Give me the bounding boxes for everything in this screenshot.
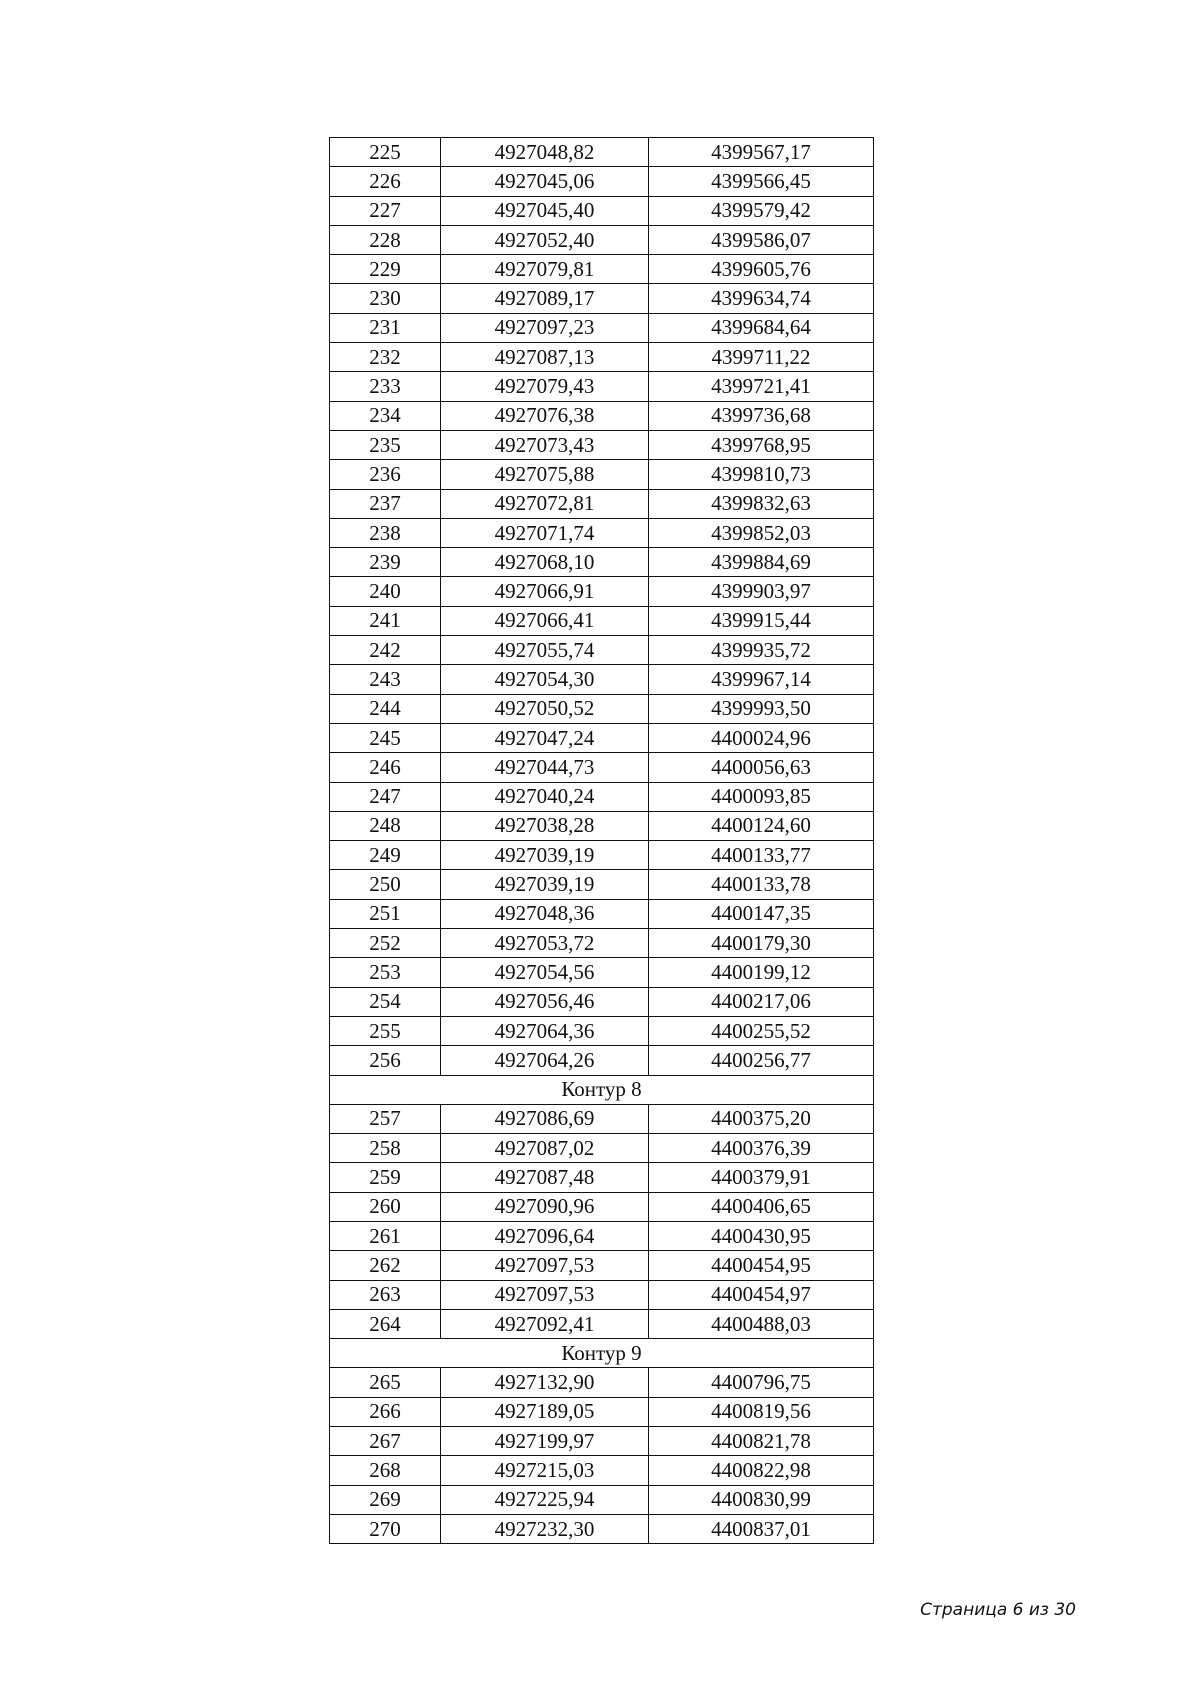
x-coordinate-cell: 4927071,74 bbox=[441, 518, 649, 547]
table-row bbox=[330, 694, 874, 723]
y-coordinate-cell: 4399967,14 bbox=[649, 665, 874, 694]
table-row bbox=[330, 636, 874, 665]
point-number-cell: 239 bbox=[330, 548, 441, 577]
y-coordinate-cell: 4399634,74 bbox=[649, 284, 874, 313]
point-number-cell: 264 bbox=[330, 1309, 441, 1338]
table-row bbox=[330, 1427, 874, 1456]
point-number-cell: 248 bbox=[330, 811, 441, 840]
point-number-cell: 254 bbox=[330, 987, 441, 1016]
y-coordinate-cell: 4399993,50 bbox=[649, 694, 874, 723]
table-row bbox=[330, 430, 874, 459]
table-row bbox=[330, 606, 874, 635]
y-coordinate-cell: 4399567,17 bbox=[649, 138, 874, 167]
point-number-cell: 259 bbox=[330, 1163, 441, 1192]
table-row bbox=[330, 196, 874, 225]
table-row bbox=[330, 1221, 874, 1250]
point-number-cell: 267 bbox=[330, 1427, 441, 1456]
point-number-cell: 270 bbox=[330, 1514, 441, 1543]
y-coordinate-cell: 4399903,97 bbox=[649, 577, 874, 606]
y-coordinate-cell: 4399736,68 bbox=[649, 401, 874, 430]
y-coordinate-cell: 4400375,20 bbox=[649, 1104, 874, 1133]
y-coordinate-cell: 4400056,63 bbox=[649, 753, 874, 782]
x-coordinate-cell: 4927097,53 bbox=[441, 1251, 649, 1280]
y-coordinate-cell: 4400454,97 bbox=[649, 1280, 874, 1309]
point-number-cell: 246 bbox=[330, 753, 441, 782]
x-coordinate-cell: 4927072,81 bbox=[441, 489, 649, 518]
section-header-row bbox=[330, 1339, 874, 1368]
table-row bbox=[330, 489, 874, 518]
x-coordinate-cell: 4927048,36 bbox=[441, 899, 649, 928]
x-coordinate-cell: 4927045,40 bbox=[441, 196, 649, 225]
table-row bbox=[330, 1280, 874, 1309]
point-number-cell: 226 bbox=[330, 167, 441, 196]
x-coordinate-cell: 4927087,02 bbox=[441, 1134, 649, 1163]
table-row bbox=[330, 1368, 874, 1397]
point-number-cell: 265 bbox=[330, 1368, 441, 1397]
table-row bbox=[330, 1016, 874, 1045]
x-coordinate-cell: 4927054,56 bbox=[441, 958, 649, 987]
table-row bbox=[330, 255, 874, 284]
y-coordinate-cell: 4400837,01 bbox=[649, 1514, 874, 1543]
y-coordinate-cell: 4399935,72 bbox=[649, 636, 874, 665]
table-row bbox=[330, 1163, 874, 1192]
y-coordinate-cell: 4400454,95 bbox=[649, 1251, 874, 1280]
x-coordinate-cell: 4927076,38 bbox=[441, 401, 649, 430]
x-coordinate-cell: 4927087,48 bbox=[441, 1163, 649, 1192]
point-number-cell: 269 bbox=[330, 1485, 441, 1514]
table-row bbox=[330, 841, 874, 870]
x-coordinate-cell: 4927132,90 bbox=[441, 1368, 649, 1397]
x-coordinate-cell: 4927055,74 bbox=[441, 636, 649, 665]
section-label: Контур 9 bbox=[330, 1339, 874, 1368]
y-coordinate-cell: 4399579,42 bbox=[649, 196, 874, 225]
y-coordinate-cell: 4400821,78 bbox=[649, 1427, 874, 1456]
y-coordinate-cell: 4400376,39 bbox=[649, 1134, 874, 1163]
point-number-cell: 249 bbox=[330, 841, 441, 870]
x-coordinate-cell: 4927092,41 bbox=[441, 1309, 649, 1338]
y-coordinate-cell: 4399884,69 bbox=[649, 548, 874, 577]
point-number-cell: 250 bbox=[330, 870, 441, 899]
x-coordinate-cell: 4927225,94 bbox=[441, 1485, 649, 1514]
x-coordinate-cell: 4927097,23 bbox=[441, 313, 649, 342]
table-row bbox=[330, 1046, 874, 1075]
point-number-cell: 247 bbox=[330, 782, 441, 811]
x-coordinate-cell: 4927048,82 bbox=[441, 138, 649, 167]
y-coordinate-cell: 4400133,77 bbox=[649, 841, 874, 870]
x-coordinate-cell: 4927079,81 bbox=[441, 255, 649, 284]
y-coordinate-cell: 4400819,56 bbox=[649, 1397, 874, 1426]
x-coordinate-cell: 4927040,24 bbox=[441, 782, 649, 811]
point-number-cell: 230 bbox=[330, 284, 441, 313]
point-number-cell: 266 bbox=[330, 1397, 441, 1426]
y-coordinate-cell: 4399832,63 bbox=[649, 489, 874, 518]
table-row bbox=[330, 401, 874, 430]
y-coordinate-cell: 4400133,78 bbox=[649, 870, 874, 899]
x-coordinate-cell: 4927079,43 bbox=[441, 372, 649, 401]
y-coordinate-cell: 4400379,91 bbox=[649, 1163, 874, 1192]
point-number-cell: 245 bbox=[330, 723, 441, 752]
point-number-cell: 243 bbox=[330, 665, 441, 694]
point-number-cell: 235 bbox=[330, 430, 441, 459]
y-coordinate-cell: 4400024,96 bbox=[649, 723, 874, 752]
point-number-cell: 242 bbox=[330, 636, 441, 665]
y-coordinate-cell: 4399852,03 bbox=[649, 518, 874, 547]
table-row bbox=[330, 460, 874, 489]
table-row bbox=[330, 1104, 874, 1133]
y-coordinate-cell: 4399566,45 bbox=[649, 167, 874, 196]
x-coordinate-cell: 4927199,97 bbox=[441, 1427, 649, 1456]
point-number-cell: 240 bbox=[330, 577, 441, 606]
y-coordinate-cell: 4400830,99 bbox=[649, 1485, 874, 1514]
point-number-cell: 256 bbox=[330, 1046, 441, 1075]
table-row bbox=[330, 958, 874, 987]
point-number-cell: 228 bbox=[330, 225, 441, 254]
point-number-cell: 260 bbox=[330, 1192, 441, 1221]
table-row bbox=[330, 753, 874, 782]
y-coordinate-cell: 4399684,64 bbox=[649, 313, 874, 342]
table-row bbox=[330, 870, 874, 899]
x-coordinate-cell: 4927064,36 bbox=[441, 1016, 649, 1045]
table-row bbox=[330, 1192, 874, 1221]
x-coordinate-cell: 4927096,64 bbox=[441, 1221, 649, 1250]
y-coordinate-cell: 4399810,73 bbox=[649, 460, 874, 489]
table-row bbox=[330, 929, 874, 958]
table-row bbox=[330, 1397, 874, 1426]
point-number-cell: 252 bbox=[330, 929, 441, 958]
y-coordinate-cell: 4399915,44 bbox=[649, 606, 874, 635]
y-coordinate-cell: 4400430,95 bbox=[649, 1221, 874, 1250]
y-coordinate-cell: 4400406,65 bbox=[649, 1192, 874, 1221]
page-number-footer: Страница 6 из 30 bbox=[920, 1600, 1076, 1620]
x-coordinate-cell: 4927044,73 bbox=[441, 753, 649, 782]
x-coordinate-cell: 4927047,24 bbox=[441, 723, 649, 752]
y-coordinate-cell: 4400256,77 bbox=[649, 1046, 874, 1075]
table-row bbox=[330, 1134, 874, 1163]
y-coordinate-cell: 4400147,35 bbox=[649, 899, 874, 928]
x-coordinate-cell: 4927068,10 bbox=[441, 548, 649, 577]
y-coordinate-cell: 4399586,07 bbox=[649, 225, 874, 254]
coordinates-table-body bbox=[330, 138, 874, 1544]
table-row bbox=[330, 1485, 874, 1514]
point-number-cell: 232 bbox=[330, 343, 441, 372]
point-number-cell: 233 bbox=[330, 372, 441, 401]
point-number-cell: 258 bbox=[330, 1134, 441, 1163]
y-coordinate-cell: 4400796,75 bbox=[649, 1368, 874, 1397]
x-coordinate-cell: 4927075,88 bbox=[441, 460, 649, 489]
x-coordinate-cell: 4927039,19 bbox=[441, 841, 649, 870]
x-coordinate-cell: 4927064,26 bbox=[441, 1046, 649, 1075]
point-number-cell: 234 bbox=[330, 401, 441, 430]
x-coordinate-cell: 4927087,13 bbox=[441, 343, 649, 372]
point-number-cell: 251 bbox=[330, 899, 441, 928]
table-row bbox=[330, 313, 874, 342]
x-coordinate-cell: 4927066,91 bbox=[441, 577, 649, 606]
x-coordinate-cell: 4927073,43 bbox=[441, 430, 649, 459]
coordinates-table bbox=[329, 137, 874, 1544]
x-coordinate-cell: 4927086,69 bbox=[441, 1104, 649, 1133]
y-coordinate-cell: 4399721,41 bbox=[649, 372, 874, 401]
table-row bbox=[330, 811, 874, 840]
point-number-cell: 244 bbox=[330, 694, 441, 723]
table-row bbox=[330, 987, 874, 1016]
table-row bbox=[330, 548, 874, 577]
x-coordinate-cell: 4927050,52 bbox=[441, 694, 649, 723]
y-coordinate-cell: 4400179,30 bbox=[649, 929, 874, 958]
table-row bbox=[330, 577, 874, 606]
y-coordinate-cell: 4399605,76 bbox=[649, 255, 874, 284]
table-row bbox=[330, 1514, 874, 1543]
y-coordinate-cell: 4400488,03 bbox=[649, 1309, 874, 1338]
y-coordinate-cell: 4400822,98 bbox=[649, 1456, 874, 1485]
table-row bbox=[330, 343, 874, 372]
x-coordinate-cell: 4927090,96 bbox=[441, 1192, 649, 1221]
x-coordinate-cell: 4927215,03 bbox=[441, 1456, 649, 1485]
point-number-cell: 255 bbox=[330, 1016, 441, 1045]
x-coordinate-cell: 4927189,05 bbox=[441, 1397, 649, 1426]
table-row bbox=[330, 518, 874, 547]
x-coordinate-cell: 4927052,40 bbox=[441, 225, 649, 254]
table-row bbox=[330, 1309, 874, 1338]
table-row bbox=[330, 1456, 874, 1485]
point-number-cell: 241 bbox=[330, 606, 441, 635]
table-row bbox=[330, 665, 874, 694]
point-number-cell: 237 bbox=[330, 489, 441, 518]
table-row bbox=[330, 782, 874, 811]
section-header-row bbox=[330, 1075, 874, 1104]
point-number-cell: 263 bbox=[330, 1280, 441, 1309]
x-coordinate-cell: 4927045,06 bbox=[441, 167, 649, 196]
x-coordinate-cell: 4927066,41 bbox=[441, 606, 649, 635]
y-coordinate-cell: 4400217,06 bbox=[649, 987, 874, 1016]
y-coordinate-cell: 4400093,85 bbox=[649, 782, 874, 811]
x-coordinate-cell: 4927097,53 bbox=[441, 1280, 649, 1309]
y-coordinate-cell: 4400255,52 bbox=[649, 1016, 874, 1045]
table-row bbox=[330, 225, 874, 254]
y-coordinate-cell: 4399768,95 bbox=[649, 430, 874, 459]
point-number-cell: 238 bbox=[330, 518, 441, 547]
y-coordinate-cell: 4400199,12 bbox=[649, 958, 874, 987]
x-coordinate-cell: 4927056,46 bbox=[441, 987, 649, 1016]
table-row bbox=[330, 723, 874, 752]
table-row bbox=[330, 372, 874, 401]
x-coordinate-cell: 4927089,17 bbox=[441, 284, 649, 313]
section-label: Контур 8 bbox=[330, 1075, 874, 1104]
point-number-cell: 261 bbox=[330, 1221, 441, 1250]
point-number-cell: 236 bbox=[330, 460, 441, 489]
point-number-cell: 227 bbox=[330, 196, 441, 225]
table-row bbox=[330, 284, 874, 313]
point-number-cell: 268 bbox=[330, 1456, 441, 1485]
point-number-cell: 229 bbox=[330, 255, 441, 284]
table-row bbox=[330, 167, 874, 196]
x-coordinate-cell: 4927232,30 bbox=[441, 1514, 649, 1543]
x-coordinate-cell: 4927054,30 bbox=[441, 665, 649, 694]
y-coordinate-cell: 4399711,22 bbox=[649, 343, 874, 372]
point-number-cell: 231 bbox=[330, 313, 441, 342]
table-row bbox=[330, 1251, 874, 1280]
point-number-cell: 225 bbox=[330, 138, 441, 167]
table-row bbox=[330, 899, 874, 928]
x-coordinate-cell: 4927038,28 bbox=[441, 811, 649, 840]
table-row bbox=[330, 138, 874, 167]
x-coordinate-cell: 4927053,72 bbox=[441, 929, 649, 958]
x-coordinate-cell: 4927039,19 bbox=[441, 870, 649, 899]
point-number-cell: 257 bbox=[330, 1104, 441, 1133]
y-coordinate-cell: 4400124,60 bbox=[649, 811, 874, 840]
point-number-cell: 253 bbox=[330, 958, 441, 987]
point-number-cell: 262 bbox=[330, 1251, 441, 1280]
